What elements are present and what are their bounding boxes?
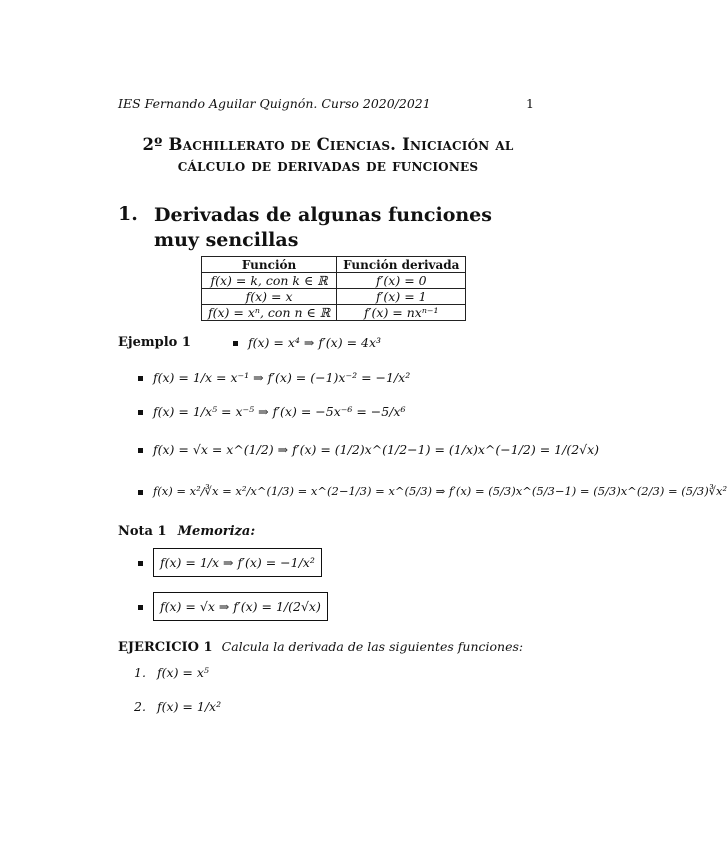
- list-item: [138, 548, 322, 577]
- bullet-icon: [138, 448, 143, 453]
- document-title: [118, 134, 538, 176]
- exercise-item-expr: f(x) = 1/x²: [157, 699, 222, 714]
- bullet-icon: [138, 410, 143, 415]
- table-cell: f(x) = x: [202, 289, 337, 305]
- title-line-2: cálculo de derivadas de funciones: [177, 156, 479, 175]
- note-label: Nota 1: [118, 524, 167, 539]
- table-header-row: [202, 257, 466, 273]
- page-number: 1: [526, 96, 534, 111]
- example-label: Ejemplo 1: [118, 335, 191, 350]
- section-title: Derivadas de algunas funciones muy sencillas: [154, 204, 492, 251]
- table-row: [202, 289, 466, 305]
- section-number: 1.: [118, 203, 138, 225]
- exercise-label: EJERCICIO 1: [118, 640, 213, 655]
- exercise-item-number: 2.: [134, 699, 146, 714]
- list-item: [233, 335, 381, 350]
- exercise-item-number: 1.: [134, 665, 146, 680]
- example-item-4: f(x) = √x = x^(1/2) ⇒ f′(x) = (1/2)x^(1/2−1) = (1/x)x^(−1/2) = 1/(2√x): [153, 442, 600, 457]
- table-cell: f′(x) = 1: [337, 289, 466, 305]
- example-item-5: f(x) = x²/∛x = x²/x^(1/3) = x^(2−1/3) = x^(5/3) ⇒ f′(x) = (5/3)x^(5/3−1) = (5/3)x^(2/3) = (5/3)∛x²: [153, 484, 727, 498]
- note-title: Memoriza:: [177, 524, 256, 539]
- list-item: [134, 662, 209, 681]
- table-cell: f(x) = xⁿ, con n ∈ ℝ: [202, 305, 337, 321]
- bullet-icon: [138, 490, 143, 495]
- title-prefix: 2º: [142, 135, 169, 154]
- table-cell: f(x) = k, con k ∈ ℝ: [202, 273, 337, 289]
- list-item: [138, 592, 328, 621]
- bullet-icon: [138, 561, 143, 566]
- example-item-3: f(x) = 1/x⁵ = x⁻⁵ ⇒ f′(x) = −5x⁻⁶ = −5/x⁶: [153, 404, 406, 419]
- list-item: [138, 442, 599, 457]
- exercise-heading: [118, 636, 523, 655]
- exercise-instruction: Calcula la derivada de las siguientes funciones:: [221, 639, 524, 654]
- example-item-2: f(x) = 1/x = x⁻¹ ⇒ f′(x) = (−1)x⁻² = −1/x²: [153, 370, 411, 385]
- title-line-1: Bachillerato de Ciencias. Iniciación al: [168, 135, 514, 154]
- bullet-icon: [138, 376, 143, 381]
- list-item: [138, 404, 405, 419]
- table-cell: f′(x) = 0: [337, 273, 466, 289]
- table-header: Función: [202, 257, 337, 273]
- note-heading: [118, 520, 255, 539]
- boxed-formula-1: f(x) = 1/x ⇒ f′(x) = −1/x²: [153, 548, 322, 577]
- list-item: [134, 696, 221, 715]
- list-item: [138, 484, 727, 498]
- derivatives-table: [201, 256, 466, 321]
- table-header: Función derivada: [337, 257, 466, 273]
- bullet-icon: [233, 341, 238, 346]
- example-item-1: f(x) = x⁴ ⇒ f′(x) = 4x³: [248, 335, 382, 350]
- table-row: [202, 273, 466, 289]
- table-row: [202, 305, 466, 321]
- list-item: [138, 370, 410, 385]
- table-cell: f′(x) = nxⁿ⁻¹: [337, 305, 466, 321]
- boxed-formula-2: f(x) = √x ⇒ f′(x) = 1/(2√x): [153, 592, 328, 621]
- running-header: IES Fernando Aguilar Quignón. Curso 2020/2021: [118, 96, 431, 111]
- exercise-item-expr: f(x) = x⁵: [157, 665, 209, 680]
- bullet-icon: [138, 605, 143, 610]
